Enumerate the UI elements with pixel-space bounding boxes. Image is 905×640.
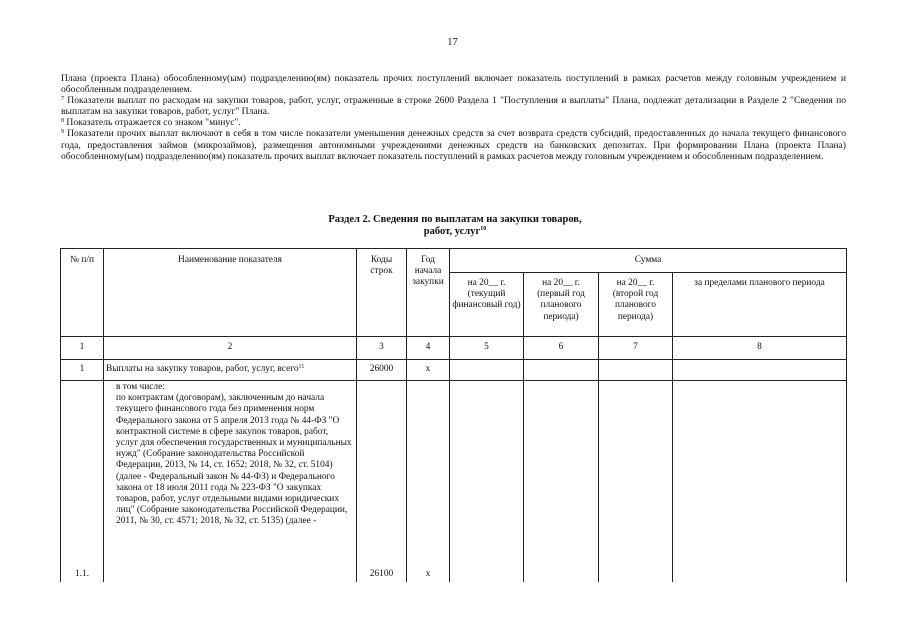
column-number: 7 bbox=[599, 337, 673, 360]
cell-sum-second-plan-year bbox=[599, 381, 673, 583]
column-number: 6 bbox=[524, 337, 599, 360]
footnote-text: Показатели выплат по расходам на закупки товаров, работ, услуг, отраженные в строке 2600 Раздела 1 "Поступления и выплаты" Плана, подлежат детализации в Разделе 2 "Сведения по выплатам на закупки товаров, работ, услуг" Плана. bbox=[61, 95, 846, 118]
row-year: x bbox=[407, 381, 450, 583]
cell-sum-beyond-plan bbox=[673, 381, 847, 583]
column-number: 2 bbox=[104, 337, 357, 360]
footnote-8 bbox=[61, 117, 846, 128]
table-row bbox=[61, 360, 847, 381]
cell-sum-current-year bbox=[450, 360, 524, 381]
header-num: № п/п bbox=[61, 249, 104, 337]
header-codes: Коды строк bbox=[357, 249, 407, 337]
cell-sum-beyond-plan bbox=[673, 360, 847, 381]
footnote-text: Показатель отражается со знаком "минус". bbox=[66, 117, 241, 129]
row-num: 1.1. bbox=[61, 381, 104, 583]
row-code: 26100 bbox=[357, 381, 407, 583]
footnote-continuation: Плана (проекта Плана) обособленному(ым) подразделению(ям) показатель прочих поступлений включает показатель поступлений в рамках расчетов между головным учреждением и обособленным подразделением. bbox=[61, 73, 846, 96]
row-year: x bbox=[407, 360, 450, 381]
section-title-line1: Раздел 2. Сведения по выплатам на закупки товаров, bbox=[328, 214, 582, 225]
header-year: Год начала закупки bbox=[407, 249, 450, 337]
footnote-mark: 9 bbox=[61, 129, 64, 136]
cell-sum-second-plan-year bbox=[599, 360, 673, 381]
cell-sum-first-plan-year bbox=[524, 381, 599, 583]
footnote-mark: 7 bbox=[61, 96, 64, 103]
row-code: 26000 bbox=[357, 360, 407, 381]
header-sum: Сумма bbox=[450, 249, 847, 273]
section-title-mark: 10 bbox=[480, 226, 487, 232]
table-row bbox=[61, 381, 847, 583]
row-name: Выплаты на закупку товаров, работ, услуг, всего$^{11}$ bbox=[104, 360, 357, 381]
row-name-mark: 11 bbox=[298, 364, 305, 371]
cell-sum-current-year bbox=[450, 381, 524, 583]
header-sum-beyond-plan: за пределами планового периода bbox=[673, 273, 847, 337]
header-sum-first-plan-year: на 20__ г. (первый год планового периода) bbox=[524, 273, 599, 337]
footnote-mark: 8 bbox=[61, 118, 64, 125]
section-title-line2: работ, услуг$^{10}$ bbox=[423, 226, 487, 237]
footnote-text: Показатели прочих выплат включают в себя в том числе показатели уменьшения денежных средств за счет возврата средств субсидий, предоставленных до начала текущего финансового года, предоставления займов (микрозаймов), размещения автономными учреждениями денежных средств на банковских депозитах. При формировании Плана (проекта Плана) обособленному(ым) подразделению(ям) показатель прочих выплат включает показатель поступлений в рамках расчетов между головным учреждением и обособленным подразделением. bbox=[61, 128, 846, 162]
footnotes bbox=[61, 73, 846, 162]
row-name: в том числе: по контрактам (договорам), заключенным до начала текущего финансового года без применения норм Федерального закона от 5 апреля 2013 года № 44-ФЗ "О контрактной системе в сфере закупок товаров, работ, услуг для обеспечения государственных и муниципальных нужд" (Собрание законодательства Российской Федерации, 2013, № 14, ст. 1652; 2018, № 32, ст. 5104) (далее - Федеральный закон № 44-ФЗ) и Федерального закона от 18 июля 2011 года № 223-ФЗ "О закупках товаров, работ, услуг отдельными видами юридических лиц" (Собрание законодательства Российской Федерации, 2011, № 30, ст. 4571; 2018, № 32, ст. 5135) (далее - bbox=[104, 381, 357, 583]
row-num: 1 bbox=[61, 360, 104, 381]
column-number: 5 bbox=[450, 337, 524, 360]
section-title bbox=[250, 214, 660, 238]
footnote-7 bbox=[61, 95, 846, 117]
header-sum-second-plan-year: на 20__ г. (второй год планового периода) bbox=[599, 273, 673, 337]
footnote-9 bbox=[61, 128, 846, 161]
column-number: 4 bbox=[407, 337, 450, 360]
column-numbers-row bbox=[61, 337, 847, 360]
header-name: Наименование показателя bbox=[104, 249, 357, 337]
cell-sum-first-plan-year bbox=[524, 360, 599, 381]
payments-table bbox=[60, 248, 847, 582]
column-number: 8 bbox=[673, 337, 847, 360]
header-sum-current-year: на 20__ г. (текущий финансовый год) bbox=[450, 273, 524, 337]
page-number: 17 bbox=[447, 37, 458, 48]
column-number: 1 bbox=[61, 337, 104, 360]
column-number: 3 bbox=[357, 337, 407, 360]
